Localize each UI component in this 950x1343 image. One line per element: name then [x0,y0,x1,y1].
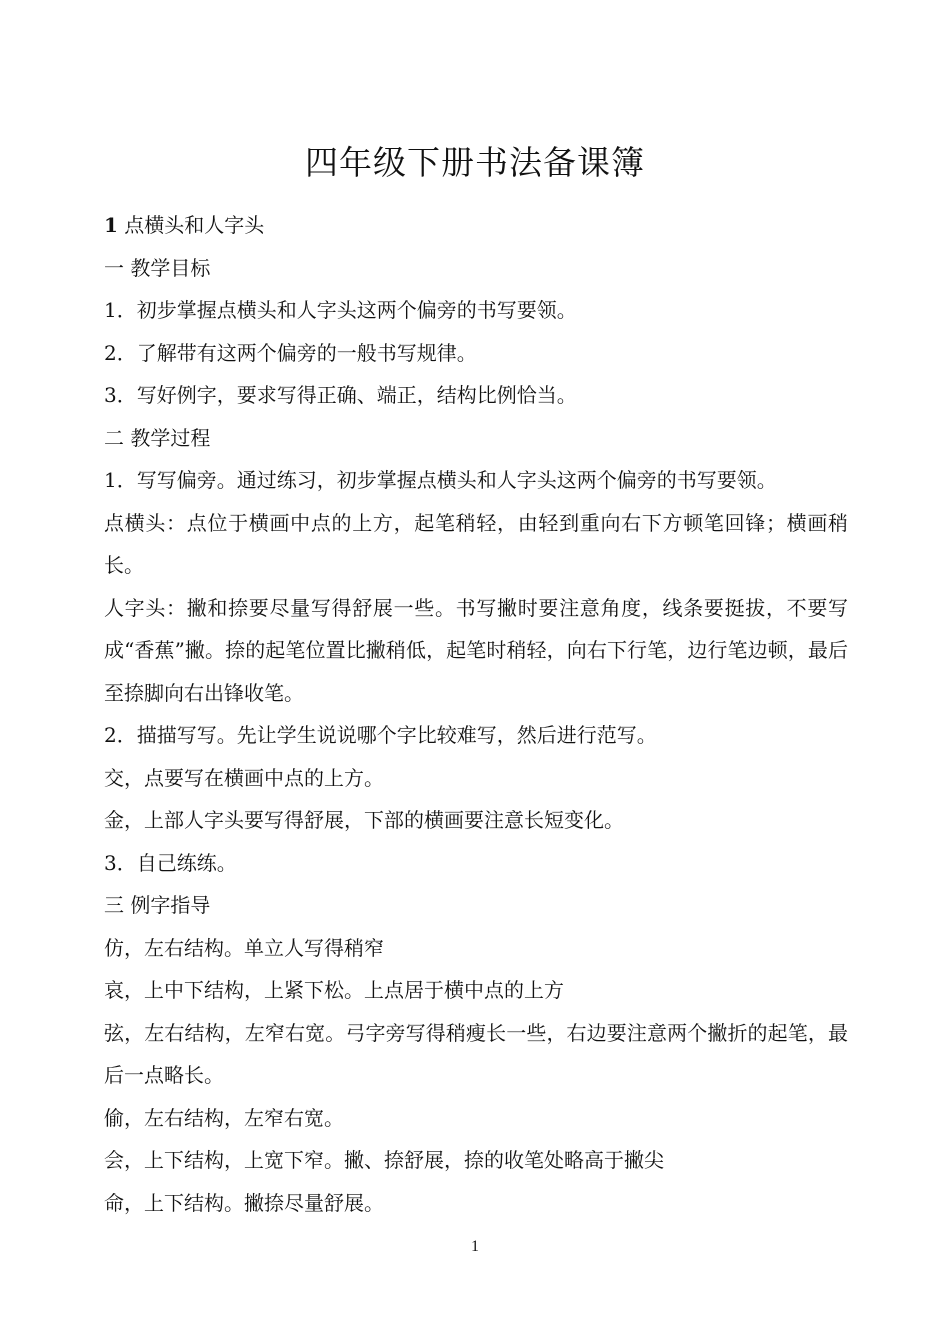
goal-item-2: 2．了解带有这两个偏旁的一般书写规律。 [104,340,477,365]
example-xian: 弦，左右结构，左窄右宽。弓字旁写得稍瘦长一些，右边要注意两个撇折的起笔，最后一点略长。 [104,1020,848,1087]
example-ai: 哀，上中下结构，上紧下松。上点居于横中点的上方 [104,978,564,1002]
radical-dianhengtou: 点横头：点位于横画中点的上方，起笔稍轻，由轻到重向右下方顿笔回锋；横画稍长。 [104,510,848,577]
section-heading-process: 二 教学过程 [104,425,211,450]
example-fang: 仿，左右结构。单立人写得稍窄 [104,935,384,960]
example-tou: 偷，左右结构，左窄右宽。 [104,1105,344,1130]
process-item-1: 1．写写偏旁。通过练习，初步掌握点横头和人字头这两个偏旁的书写要领。 [104,468,777,492]
goal-item-1: 1．初步掌握点横头和人字头这两个偏旁的书写要领。 [104,298,577,322]
lesson-number: 1 [104,213,118,237]
example-ming: 命，上下结构。撇捺尽量舒展。 [104,1190,384,1215]
example-hui: 会，上下结构，上宽下窄。撇、捺舒展，捺的收笔处略高于撇尖 [104,1148,664,1172]
document-body [104,204,848,1224]
process-item-3: 3．自己练练。 [104,850,237,875]
page-title: 四年级下册书法备课簿 [305,143,645,182]
example-jiao: 交，点要写在横画中点的上方。 [104,765,384,790]
page-number: 1 [471,1238,479,1255]
process-item-2: 2．描描写写。先让学生说说哪个字比较难写，然后进行范写。 [104,723,657,747]
lesson-name: 点横头和人字头 [124,213,265,237]
goal-item-3: 3．写好例字，要求写得正确、端正，结构比例恰当。 [104,383,577,407]
section-heading-goals: 一 教学目标 [104,255,211,280]
radical-renzitou: 人字头：撇和捺要尽量写得舒展一些。书写撇时要注意角度，线条要挺拔，不要写成“香蕉”撇。捺的起笔位置比撇稍低，起笔时稍轻，向右下行笔，边行笔边顿，最后至捺脚向右出锋收笔。 [104,595,848,705]
section-heading-examples: 三 例字指导 [104,893,211,917]
example-jin: 金，上部人字头要写得舒展，下部的横画要注意长短变化。 [104,808,624,832]
lesson-heading [104,204,848,247]
